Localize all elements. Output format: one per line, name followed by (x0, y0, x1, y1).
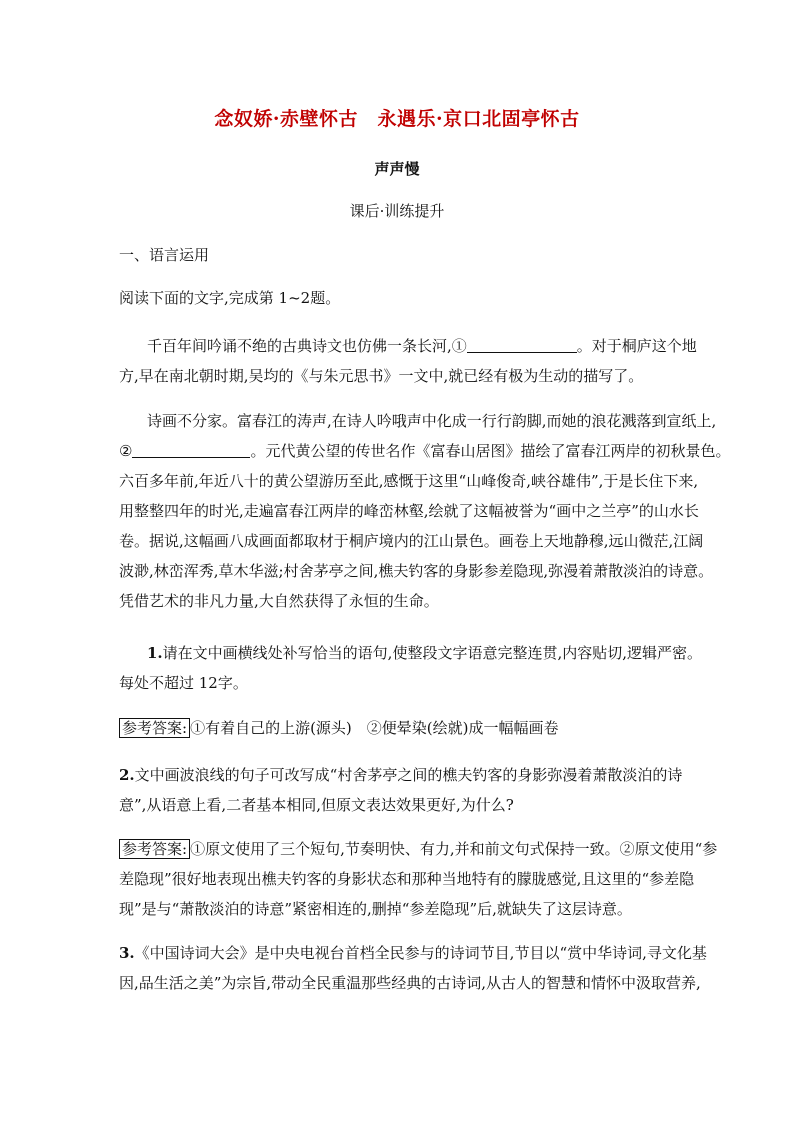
answer-label: 参考答案: (119, 839, 190, 859)
section-label: 课后·训练提升 (349, 202, 445, 220)
blank-marker: ② (119, 442, 133, 460)
instruction-block (119, 283, 679, 313)
passage-line: 六百多年前,年近八十的黄公望游历至此,感慨于这里“山峰俊奇,峡谷雄伟”,于是长住下来, (119, 472, 699, 490)
question-1 (119, 638, 702, 698)
answer-line: 现”是与“萧散淡泊的诗意”紧密相连的,删掉“参差隐现”后,就缺失了这层诗意。 (119, 900, 632, 918)
blank-marker: ① (451, 337, 467, 355)
question-line (119, 938, 707, 968)
question-text: 文中画波浪线的句子可改写成“村舍茅亭之间的樵夫钓客的身影弥漫着萧散淡泊的诗 (134, 766, 683, 784)
passage-text: 千百年间吟诵不绝的古典诗文也仿佛一条长河, (147, 337, 452, 355)
answer-line (119, 834, 718, 864)
question-text: 请在文中画横线处补写恰当的语句,使整段文字语意完整连贯,内容贴切,逻辑严密。 (162, 644, 702, 662)
passage-line: 方,早在南北朝时期,吴均的《与朱元思书》一文中,就已经有极为生动的描写了。 (119, 367, 644, 385)
passage-paragraph-2 (119, 406, 731, 616)
part-heading-block (119, 240, 679, 270)
passage-line: 诗画不分家。富春江的涛声,在诗人吟哦声中化成一行行韵脚,而她的浪花溅落到宣纸上, (147, 412, 717, 430)
passage-text: 。对于桐庐这个地 (576, 337, 697, 355)
instruction-text: 阅读下面的文字,完成第 1~2题。 (119, 289, 341, 307)
question-line (119, 760, 683, 790)
passage-line (119, 436, 731, 466)
part-heading: 一、语言运用 (119, 246, 210, 264)
answer-text: ①原文使用了三个短句,节奏明快、有力,并和前文句式保持一致。②原文使用“参 (190, 840, 718, 858)
question-number: 1. (147, 644, 163, 662)
answer-line: 差隐现”很好地表现出樵夫钓客的身影状态和那种当地特有的朦胧感觉,且这里的“参差隐 (119, 870, 695, 888)
document-title: 念奴娇·赤壁怀古 永遇乐·京口北固亭怀古 (214, 108, 580, 130)
question-number: 2. (119, 766, 135, 784)
passage-line: 凭借艺术的非凡力量,大自然获得了永恒的生命。 (119, 592, 439, 610)
answer-label: 参考答案: (119, 718, 190, 738)
fill-blank-2 (132, 441, 250, 458)
answer-line (119, 713, 679, 743)
question-2 (119, 760, 683, 820)
question-line: 因,品生活之美”为宗旨,带动全民重温那些经典的古诗词,从古人的智慧和情怀中汲取营养, (119, 974, 701, 992)
answer-2 (119, 834, 718, 924)
question-number: 3. (119, 944, 135, 962)
passage-line: 用整整四年的时光,走遍富春江两岸的峰峦林壑,绘就了这幅被誉为“画中之兰亭”的山水长 (119, 502, 699, 520)
question-line (119, 638, 702, 668)
question-line: 每处不超过 12字。 (119, 674, 248, 692)
passage-line: 波渺,林峦浑秀,草木华滋;村舍茅亭之间,樵夫钓客的身影参差隐现,弥漫着萧散淡泊的诗意。 (119, 562, 714, 580)
passage-line (119, 331, 697, 361)
answer-text: ①有着自己的上游(源头) ②便晕染(绘就)成一幅幅画卷 (190, 719, 559, 737)
question-text: 《中国诗词大会》是中央电视台首档全民参与的诗词节目,节目以“赏中华诗词,寻文化基 (134, 944, 707, 962)
question-line: 意”,从语意上看,二者基本相同,但原文表达效果更好,为什么? (119, 796, 514, 814)
answer-1 (119, 713, 679, 743)
question-3 (119, 938, 707, 998)
passage-paragraph-1 (119, 331, 697, 391)
document-subtitle: 声声慢 (374, 160, 420, 178)
fill-blank-1 (467, 336, 577, 353)
passage-text: 。元代黄公望的传世名作《富春山居图》描绘了富春江两岸的初秋景色。 (250, 442, 731, 460)
passage-line: 卷。据说,这幅画八成画面都取材于桐庐境内的江山景色。画卷上天地静穆,远山微茫,江阔 (119, 532, 704, 550)
